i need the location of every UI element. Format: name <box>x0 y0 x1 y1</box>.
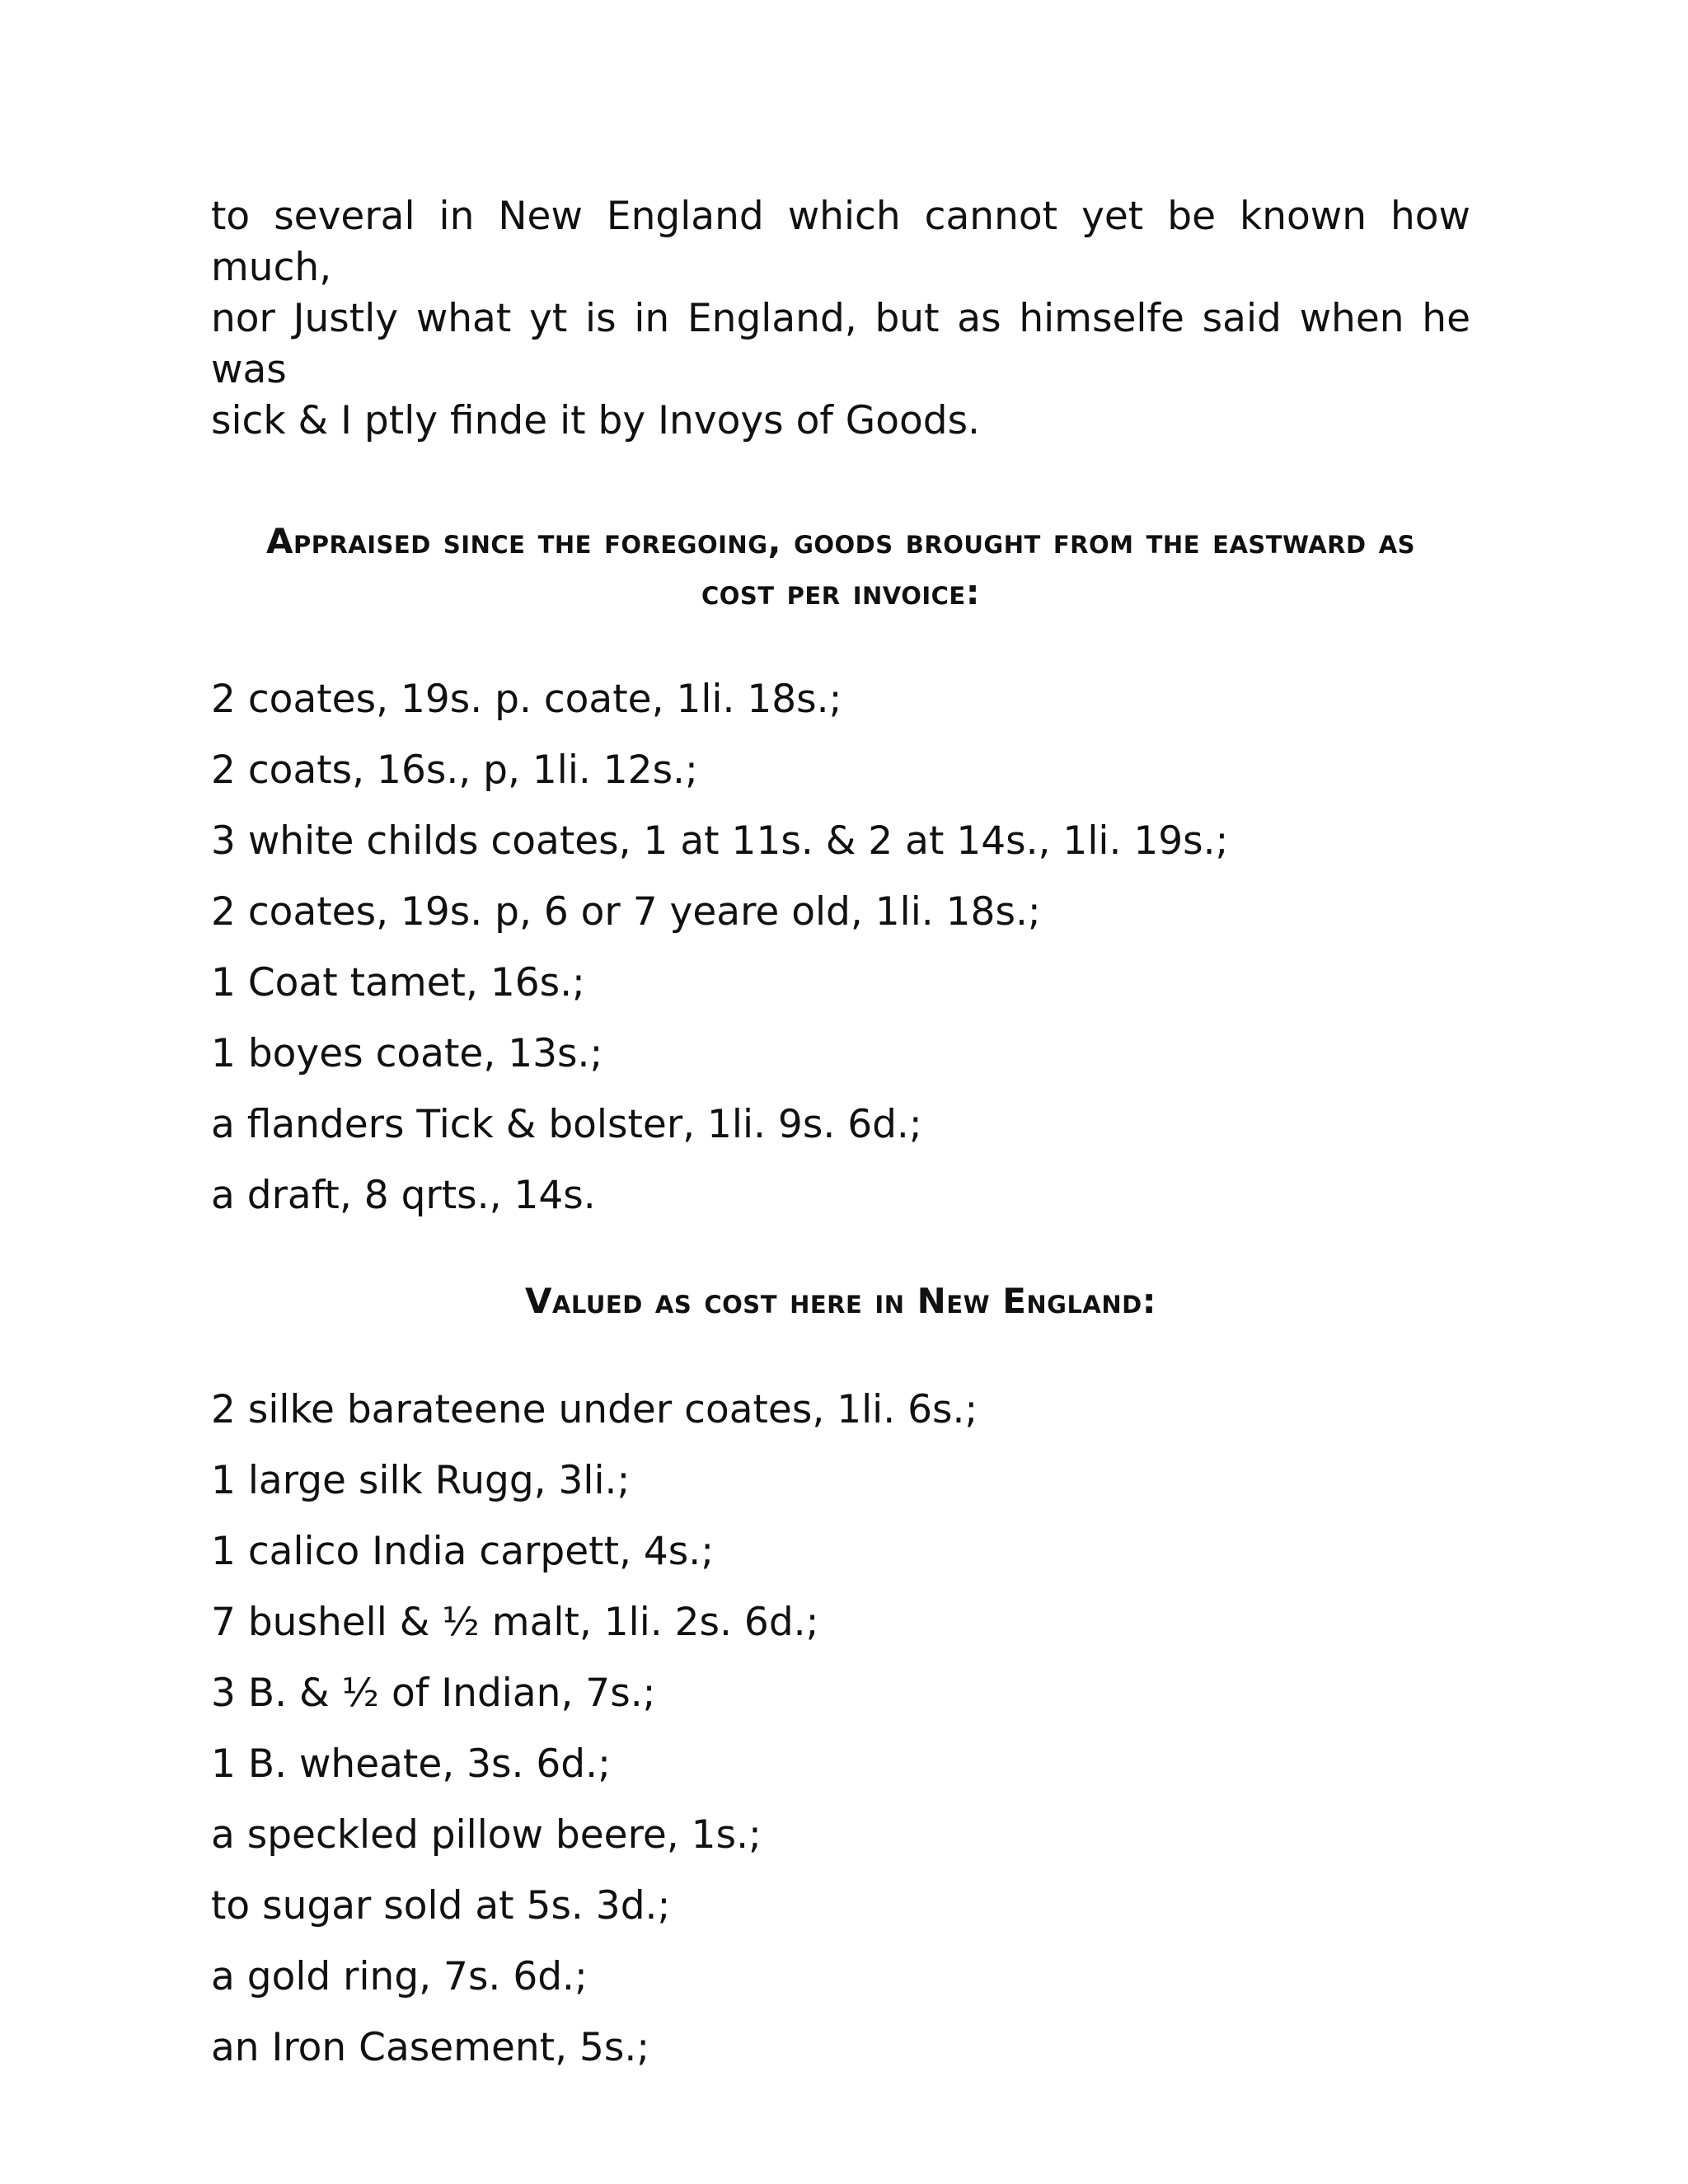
list-item: a flanders Tick & bolster, 1li. 9s. 6d.; <box>211 1102 922 1147</box>
list-item: 3 B. & ½ of Indian, 7s.; <box>211 1671 656 1716</box>
valued-items-list <box>211 1375 1470 2083</box>
list-item: 3 white childs coates, 1 at 11s. & 2 at 14s., 1li. 19s.; <box>211 818 1229 864</box>
heading-line: cost per invoice: <box>701 572 981 612</box>
section-heading-appraised <box>211 516 1470 618</box>
intro-line: to several in New England which cannot yet be known how much, <box>211 194 1470 290</box>
section-heading-valued <box>211 1276 1470 1327</box>
list-item: 1 B. wheate, 3s. 6d.; <box>211 1741 611 1787</box>
appraised-items-list <box>211 664 1470 1231</box>
heading-line: Appraised since the foregoing, goods brought from the eastward as <box>265 521 1416 561</box>
list-item: 1 large silk Rugg, 3li.; <box>211 1458 631 1503</box>
intro-line: nor Justly what yt is in England, but as himselfe said when he was <box>211 296 1470 392</box>
list-item: a gold ring, 7s. 6d.; <box>211 1954 588 1999</box>
heading-line: Valued as cost here in New England: <box>524 1281 1157 1321</box>
list-item: 1 calico India carpett, 4s.; <box>211 1529 715 1574</box>
list-item: a draft, 8 qrts., 14s. <box>211 1173 596 1218</box>
list-item: to sugar sold at 5s. 3d.; <box>211 1883 671 1929</box>
list-item: 2 coates, 19s. p, 6 or 7 yeare old, 1li. 18s.; <box>211 889 1041 935</box>
list-item: 1 Coat tamet, 16s.; <box>211 960 585 1005</box>
list-item: 7 bushell & ½ malt, 1li. 2s. 6d.; <box>211 1600 819 1645</box>
list-item: 2 coates, 19s. p. coate, 1li. 18s.; <box>211 677 842 722</box>
list-item: 2 coats, 16s., p, 1li. 12s.; <box>211 748 698 793</box>
page-content <box>211 191 1470 2083</box>
list-item: a speckled pillow beere, 1s.; <box>211 1812 762 1858</box>
intro-paragraph <box>211 191 1470 447</box>
list-item: an Iron Casement, 5s.; <box>211 2025 650 2070</box>
list-item: 2 silke barateene under coates, 1li. 6s.; <box>211 1387 978 1432</box>
intro-line: sick & I ptly finde it by Invoys of Goods. <box>211 398 981 443</box>
list-item: 1 boyes coate, 13s.; <box>211 1031 603 1076</box>
